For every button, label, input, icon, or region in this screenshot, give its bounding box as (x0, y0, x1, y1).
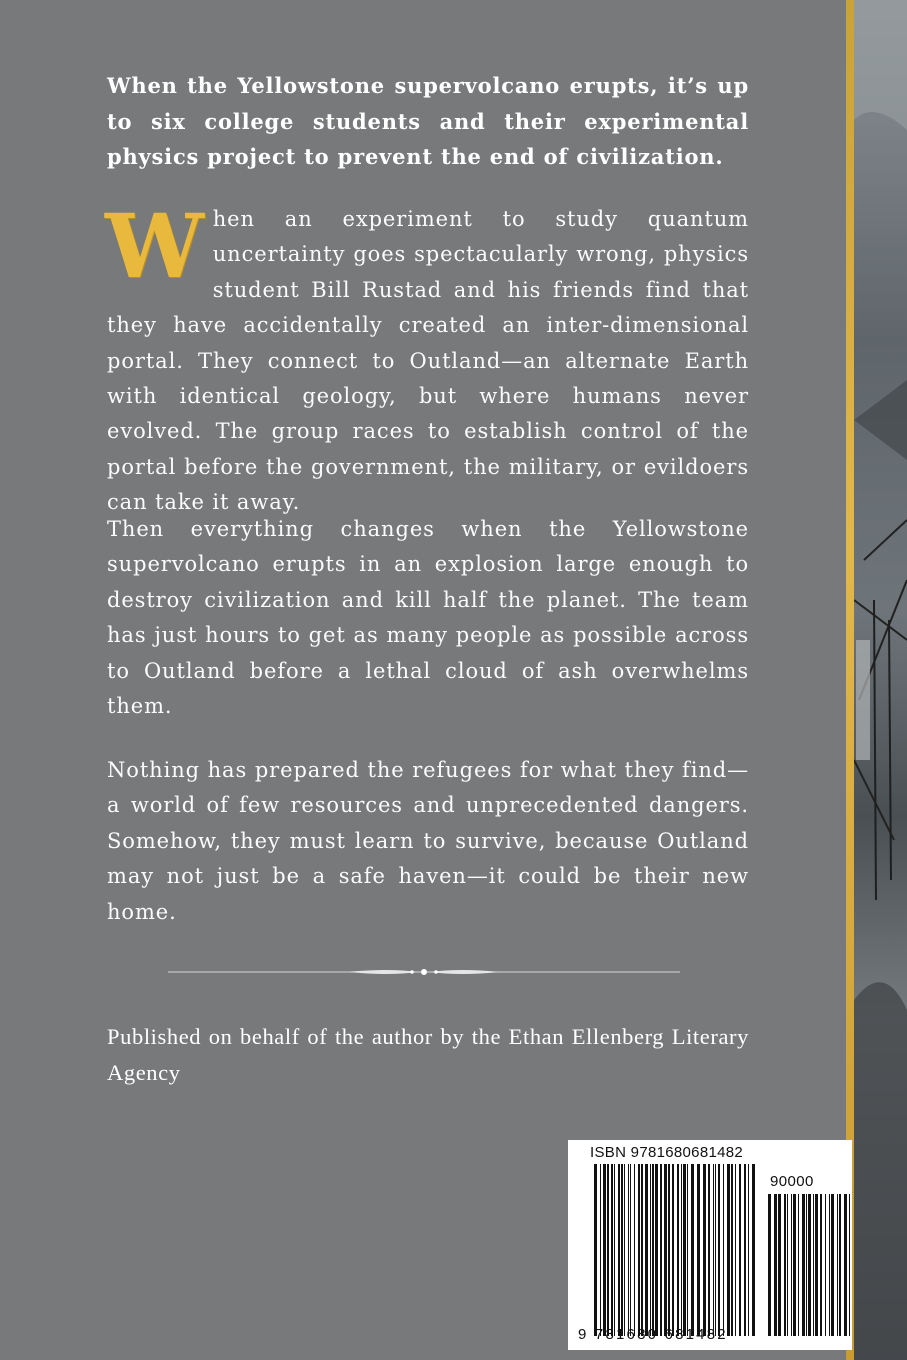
barcode-bar (837, 1194, 838, 1336)
isbn-digits: 9 781680 681482 (578, 1326, 728, 1343)
barcode-bar (634, 1164, 635, 1336)
barcode-bar (748, 1164, 749, 1336)
barcode-bar (831, 1194, 834, 1336)
drop-cap-letter: W (105, 194, 205, 298)
barcode-bar (594, 1164, 597, 1336)
isbn-barcode (568, 1140, 852, 1350)
barcode-bar (752, 1164, 755, 1336)
synopsis-paragraph-3: Nothing has prepared the refugees for what they find—a world of few resources and unprecedented dangers. Somehow, they must learn to survive, because Outland may not just be a safe haven—it could be their new home. (107, 758, 749, 924)
barcode-bar (768, 1194, 771, 1336)
barcode-bar (650, 1164, 651, 1336)
barcode-bar (731, 1164, 733, 1336)
barcode-bar (638, 1164, 640, 1336)
barcode-bar (628, 1164, 629, 1336)
barcode-bar (808, 1194, 811, 1336)
barcode-bar (611, 1164, 613, 1336)
barcode-bar (825, 1194, 826, 1336)
barcode-bar (813, 1194, 814, 1336)
barcode-bar (691, 1164, 694, 1336)
barcode-bar (660, 1164, 662, 1336)
barcode-bar (839, 1194, 841, 1336)
barcode-bar (655, 1164, 658, 1336)
barcode-bar (697, 1164, 700, 1336)
publisher-note: Published on behalf of the author by the Ethan Ellenberg Literary Agency (107, 1024, 749, 1085)
barcode-bar (849, 1194, 850, 1336)
barcode-bar (802, 1194, 805, 1336)
barcode-bar (791, 1194, 792, 1336)
barcode-bar (829, 1194, 830, 1336)
barcode-bar (798, 1194, 799, 1336)
barcode-bar (713, 1164, 714, 1336)
barcode-bar (603, 1164, 606, 1336)
barcode-bar (820, 1194, 822, 1336)
barcode-bar (815, 1194, 818, 1336)
barcode-bar (641, 1164, 643, 1336)
price-code: 90000 (770, 1173, 814, 1190)
barcode-bar (844, 1194, 847, 1336)
barcode-bar (715, 1164, 716, 1336)
synopsis-paragraph-2: Then everything changes when the Yellowstone supervolcano erupts in an explosion large enough to destroy civilization and kill half the planet. The team has just hours to get as many people as possible across to Outland before a lethal cloud of ash overwhelms them. (107, 517, 749, 719)
barcode-bar (681, 1164, 682, 1336)
barcode-bar (735, 1164, 736, 1336)
barcode-bar (600, 1164, 601, 1336)
barcode-bar (787, 1194, 788, 1336)
barcode-bar (621, 1164, 623, 1336)
tagline-paragraph: When the Yellowstone supervolcano erupts, it’s up to six college students and their experimental physics project to prevent the end of civilization. (107, 73, 749, 169)
synopsis-paragraph-1 (105, 194, 749, 521)
barcode-bar (614, 1164, 615, 1336)
barcode-bar (744, 1164, 746, 1336)
barcode-bar (607, 1164, 609, 1336)
divider-ornament (168, 962, 680, 982)
barcode-bar (784, 1194, 786, 1336)
barcode-bar (774, 1194, 777, 1336)
barcode-bar (624, 1164, 625, 1336)
cover-art-strip (854, 0, 907, 1360)
barcode-bar (778, 1194, 781, 1336)
barcode-bar (793, 1194, 796, 1336)
barcode-bar (664, 1164, 667, 1336)
barcode-bar (739, 1164, 741, 1336)
barcode-bar (652, 1164, 654, 1336)
barcode-bars (568, 1140, 852, 1350)
synopsis-paragraph-1-text: hen an experiment to study quantum uncertainty goes spectacularly wrong, physics student Bill Rustad and his friends find that they have accidentally created an inter-dimensional portal. They connect to Outland—an alternate Earth with identical geology, but where humans never evolved. The group races to establish control of the portal before the government, the military, or evildoers can take it away. (107, 207, 749, 515)
barcode-bar (723, 1164, 724, 1336)
barcode-bar (727, 1164, 730, 1336)
isbn-label: ISBN 9781680681482 (590, 1144, 744, 1161)
barcode-bar (668, 1164, 670, 1336)
barcode-bar (683, 1164, 686, 1336)
barcode-bar (687, 1164, 688, 1336)
barcode-bar (645, 1164, 648, 1336)
barcode-bar (672, 1164, 674, 1336)
barcode-bar (677, 1164, 679, 1336)
barcode-bar (618, 1164, 620, 1336)
barcode-bar (630, 1164, 631, 1336)
barcode-bar (703, 1164, 706, 1336)
barcode-bar (718, 1164, 720, 1336)
barcode-bar (806, 1194, 807, 1336)
barcode-bar (708, 1164, 710, 1336)
